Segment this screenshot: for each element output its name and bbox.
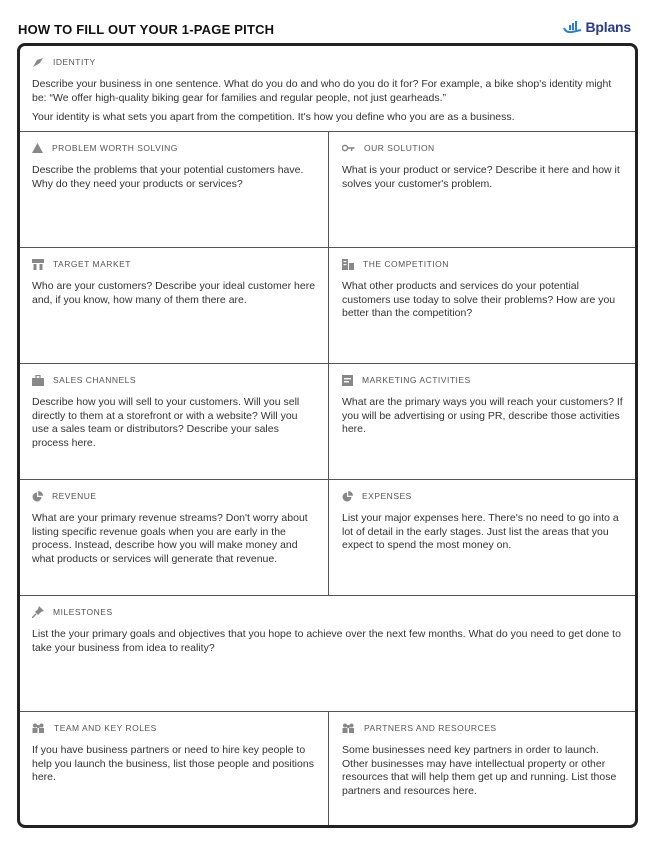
section-text: What is your product or service? Describe it here and how it solves your customer's problem. — [342, 164, 620, 190]
storefront-icon — [32, 259, 44, 270]
pushpin-icon — [32, 606, 44, 618]
divider — [328, 711, 329, 828]
competition-section — [342, 258, 627, 321]
bar-chart-hand-icon — [563, 20, 583, 34]
identity-section — [32, 56, 627, 125]
section-title: REVENUE — [52, 491, 97, 501]
section-text: If you have business partners or need to hire key people to help you launch the business, list those people and positions here. — [32, 744, 314, 783]
billboard-icon — [342, 375, 353, 386]
section-title: TARGET MARKET — [53, 259, 131, 269]
divider — [20, 595, 635, 596]
revenue-section — [32, 490, 317, 566]
buildings-icon — [342, 259, 354, 270]
logo-text: Bplans — [585, 19, 631, 35]
section-text: What other products and services do your potential customers use today to solve their problems? How are you better than the competition? — [342, 280, 616, 319]
briefcase-icon — [32, 375, 44, 386]
section-title: MILESTONES — [53, 607, 113, 617]
section-title: IDENTITY — [53, 57, 96, 67]
problem-section — [32, 142, 317, 191]
section-text: Your identity is what sets you apart from the competition. It's how you define who you are as a business. — [32, 111, 515, 123]
expenses-section — [342, 490, 627, 553]
section-text: Some businesses need key partners in order to launch. Other businesses may have intellectual property or other resources that will help them get up and running. List those partners and resources here. — [342, 744, 617, 797]
section-text: List your major expenses here. There's no need to go into a lot of detail in the early stages. Just list the areas that you expect to spend the most money on. — [342, 512, 619, 551]
section-text: What are the primary ways you will reach your customers? If you will be advertising or using PR, describe those activities here. — [342, 396, 623, 435]
divider — [328, 131, 329, 595]
section-text: Describe the problems that your potential customers have. Why do they need your products or services? — [32, 164, 304, 190]
target-market-section — [32, 258, 317, 307]
page-title: HOW TO FILL OUT YOUR 1-PAGE PITCH — [18, 22, 275, 37]
pitch-board — [17, 43, 638, 828]
section-title: THE COMPETITION — [363, 259, 449, 269]
warning-icon — [32, 143, 43, 153]
pie-chart-icon — [32, 491, 43, 502]
solution-section — [342, 142, 627, 191]
key-icon — [342, 144, 355, 152]
section-title: EXPENSES — [362, 491, 412, 501]
section-text: What are your primary revenue streams? Don't worry about listing specific revenue goals when you are early in the process. Instead, describe how you will make money and what products or services will generate that revenue. — [32, 512, 308, 565]
section-title: OUR SOLUTION — [364, 143, 435, 153]
section-title: PARTNERS AND RESOURCES — [364, 723, 497, 733]
bplans-logo[interactable] — [563, 19, 631, 35]
section-text: Who are your customers? Describe your ideal customer here and, if you know, how many of them there are. — [32, 280, 316, 306]
section-title: TEAM AND KEY ROLES — [54, 723, 157, 733]
sales-channels-section — [32, 374, 317, 450]
section-title: MARKETING ACTIVITIES — [362, 375, 471, 385]
section-title: PROBLEM WORTH SOLVING — [52, 143, 178, 153]
flag-icon — [32, 57, 44, 68]
marketing-section — [342, 374, 627, 437]
people-icon — [342, 723, 355, 733]
section-text: Describe how you will sell to your customers. Will you sell directly to them at a storefront or with a website? Will you use a sales team or distributors? Describe your sales process here. — [32, 396, 300, 449]
section-text: List the your primary goals and objectives that you hope to achieve over the next few months. What do you need to get done to take your business from idea to reality? — [32, 628, 621, 654]
milestones-section — [32, 606, 627, 655]
people-icon — [32, 723, 45, 733]
section-title: SALES CHANNELS — [53, 375, 137, 385]
partners-section — [342, 722, 627, 798]
section-text: Describe your business in one sentence. What do you do and who do you do it for? For example, a bike shop's identity might be: “We offer high-quality biking gear for families and regular people, not just gearheads.” — [32, 78, 612, 104]
pie-chart-icon — [342, 491, 353, 502]
team-section — [32, 722, 317, 785]
